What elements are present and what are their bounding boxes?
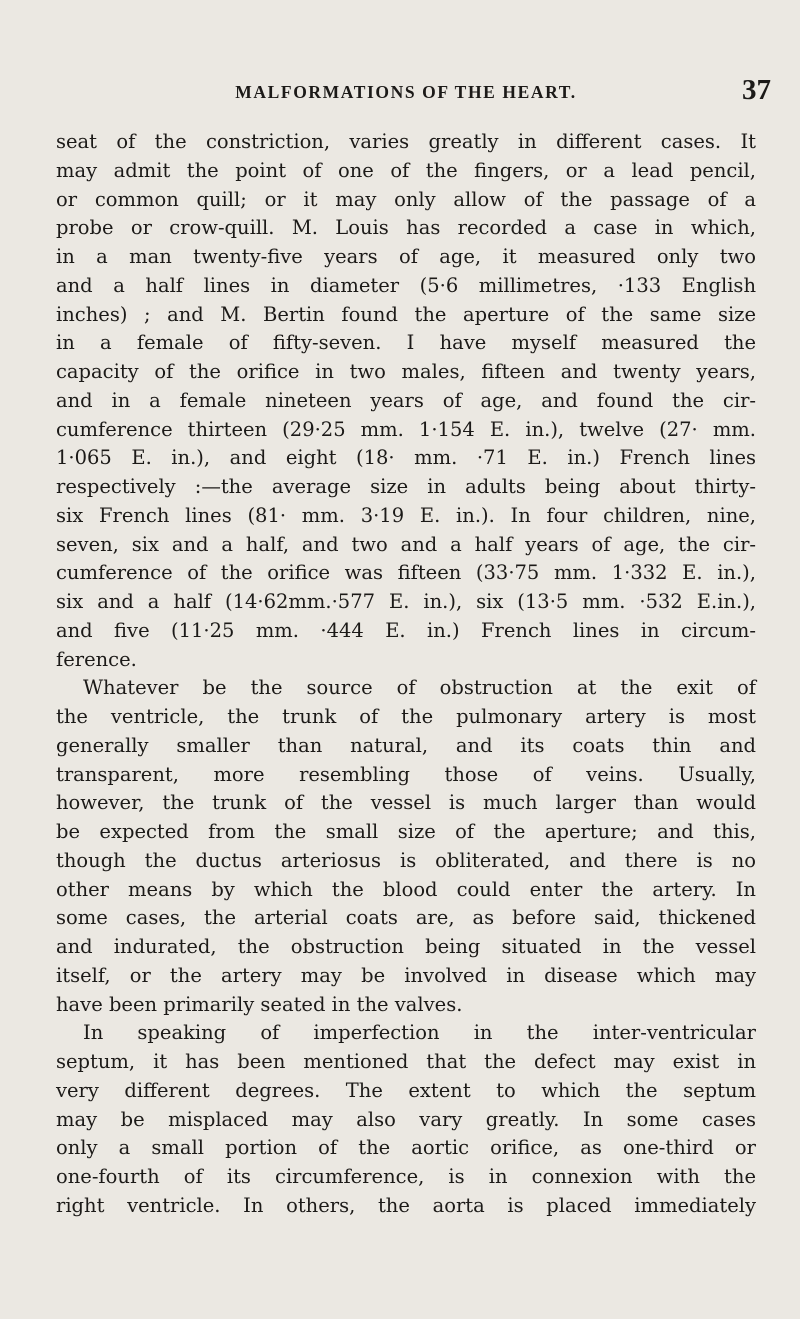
text-line: very different degrees. The extent to which the septum [56, 1078, 756, 1102]
text-line: seat of the constriction, varies greatly in different cases. It [56, 130, 756, 153]
text-line: some cases, the arterial coats are, as before said, thickened [56, 906, 756, 930]
page-number: 37 [742, 74, 771, 106]
text-line: itself, or the artery may be involved in disease which may [56, 963, 756, 987]
text-line: cumference of the orifice was fifteen (33·75 mm. 1·332 E. in.), [56, 561, 756, 585]
text-line: the ventricle, the trunk of the pulmonary artery is most [56, 705, 756, 728]
text-line: generally smaller than natural, and its coats thin and [56, 733, 756, 757]
text-line: be expected from the small size of the aperture; and this, [56, 820, 756, 843]
text-line: capacity of the orifice in two males, fifteen and twenty years, [56, 360, 756, 383]
text-line: inches) ; and M. Bertin found the aperture of the same size [56, 302, 756, 326]
text-line: may be misplaced may also vary greatly. In some cases [56, 1107, 756, 1131]
text-line: however, the trunk of the vessel is much larger than would [56, 791, 756, 815]
text-line: one-fourth of its circumference, is in connexion with the [56, 1165, 756, 1188]
text-line: though the ductus arteriosus is obliterated, and there is no [56, 848, 756, 872]
text-line: and indurated, the obstruction being situated in the vessel [56, 935, 756, 958]
text-line: six and a half (14·62mm.·577 E. in.), six (13·5 mm. ·532 E.in.), [56, 590, 756, 613]
text-line: cumference thirteen (29·25 mm. 1·154 E. in.), twelve (27· mm. [56, 417, 756, 441]
text-line: seven, six and a half, and two and a half years of age, the cir- [56, 532, 756, 556]
text-line: 1·065 E. in.), and eight (18· mm. ·71 E. in.) French lines [56, 446, 756, 470]
text-line: right ventricle. In others, the aorta is placed immediately [56, 1193, 756, 1217]
text-line: ference. [56, 647, 137, 671]
text-line: septum, it has been mentioned that the defect may exist in [56, 1050, 756, 1073]
text-line: only a small portion of the aortic orifice, as one-third or [56, 1136, 756, 1160]
text-line: and in a female nineteen years of age, and found the cir- [56, 388, 756, 412]
text-line: probe or crow-quill. M. Louis has recorded a case in which, [56, 216, 756, 240]
text-line: Whatever be the source of obstruction at the exit of [83, 676, 756, 700]
text-line: respectively :—the average size in adults being about thirty- [56, 475, 756, 498]
text-line: have been primarily seated in the valves. [56, 992, 463, 1016]
text-line: or common quill; or it may only allow of the passage of a [56, 187, 756, 211]
text-line: other means by which the blood could enter the artery. In [56, 877, 756, 901]
text-line: and five (11·25 mm. ·444 E. in.) French lines in circum- [56, 618, 756, 642]
text-line: In speaking of imperfection in the inter-ventricular [83, 1021, 756, 1045]
body-text [56, 128, 756, 1221]
text-line: may admit the point of one of the fingers, or a lead pencil, [56, 158, 756, 182]
text-line: six French lines (81· mm. 3·19 E. in.). In four children, nine, [56, 503, 756, 527]
running-head [56, 74, 771, 112]
text-line: transparent, more resembling those of veins. Usually, [56, 762, 756, 786]
text-line: and a half lines in diameter (5·6 millimetres, ·133 English [56, 273, 756, 297]
text-line: in a female of fifty-seven. I have myself measured the [56, 331, 756, 355]
text-line: in a man twenty-five years of age, it measured only two [56, 245, 756, 268]
running-title: MALFORMATIONS OF THE HEART. [235, 82, 577, 102]
